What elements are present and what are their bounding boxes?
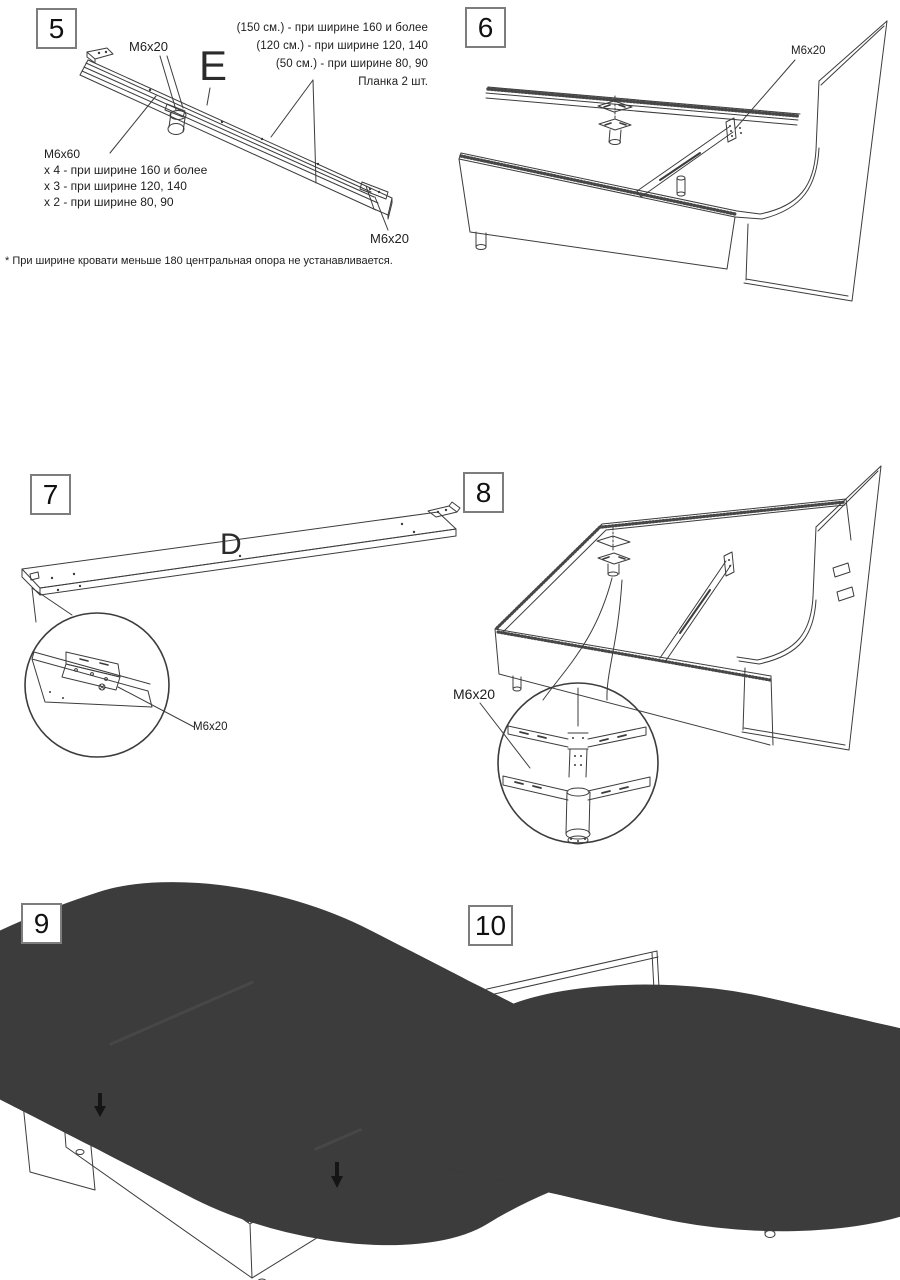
step-number-6 xyxy=(465,7,506,48)
step-number-label: 8 xyxy=(475,476,492,508)
bolt-label-m6x20: M6x20 xyxy=(193,721,228,733)
length-note-line: (50 см.) - при ширине 80, 90 xyxy=(275,58,428,70)
screw-note-line: x 2 - при ширине 80, 90 xyxy=(44,195,174,209)
step-number-7 xyxy=(30,474,71,515)
bolt-label-m6x20: M6x20 xyxy=(791,45,826,57)
step-number-8 xyxy=(463,472,504,513)
footnote: * При ширине кровати меньше 180 центральная опора не устанавливается. xyxy=(5,255,393,267)
part-letter-d: D xyxy=(220,528,242,561)
leader-m6x20-bottom xyxy=(375,197,388,230)
length-note-block xyxy=(150,21,428,93)
length-note-line: Планка 2 шт. xyxy=(358,76,428,88)
step-number-label: 7 xyxy=(42,478,59,510)
bolt-label-m6x20-top: M6x20 xyxy=(129,39,169,54)
l-bracket xyxy=(62,652,120,690)
center-leg-exploded xyxy=(597,528,630,576)
leader-m6x20 xyxy=(480,703,530,768)
leader-m6x20 xyxy=(118,687,194,727)
leader-m6x60 xyxy=(110,96,156,153)
length-note-line: (120 см.) - при ширине 120, 140 xyxy=(256,40,428,52)
bolt-label-m6x20: M6x20 xyxy=(453,686,496,702)
step-number-10 xyxy=(468,905,513,946)
step-number-label: 5 xyxy=(48,12,65,44)
step-number-9 xyxy=(21,903,62,944)
step6-drawing xyxy=(459,21,887,301)
headboard xyxy=(735,21,887,301)
step8-drawing xyxy=(480,466,881,844)
slat-base xyxy=(543,1049,885,1167)
screw-note-line: x 3 - при ширине 120, 140 xyxy=(44,179,187,193)
step-number-label: 10 xyxy=(474,909,507,941)
bolt-label-m6x20-bottom: M6x20 xyxy=(370,231,410,246)
screw-note-line: x 4 - при ширине 160 и более xyxy=(44,163,208,177)
screw-note-block xyxy=(44,147,207,211)
part-letter-e: E xyxy=(199,42,228,89)
screw-title: M6x60 xyxy=(44,147,81,161)
length-note-line: (150 см.) - при ширине 160 и более xyxy=(236,22,428,34)
step-number-label: 9 xyxy=(33,907,50,939)
step-number-5 xyxy=(36,8,77,49)
step-number-label: 6 xyxy=(477,11,494,43)
